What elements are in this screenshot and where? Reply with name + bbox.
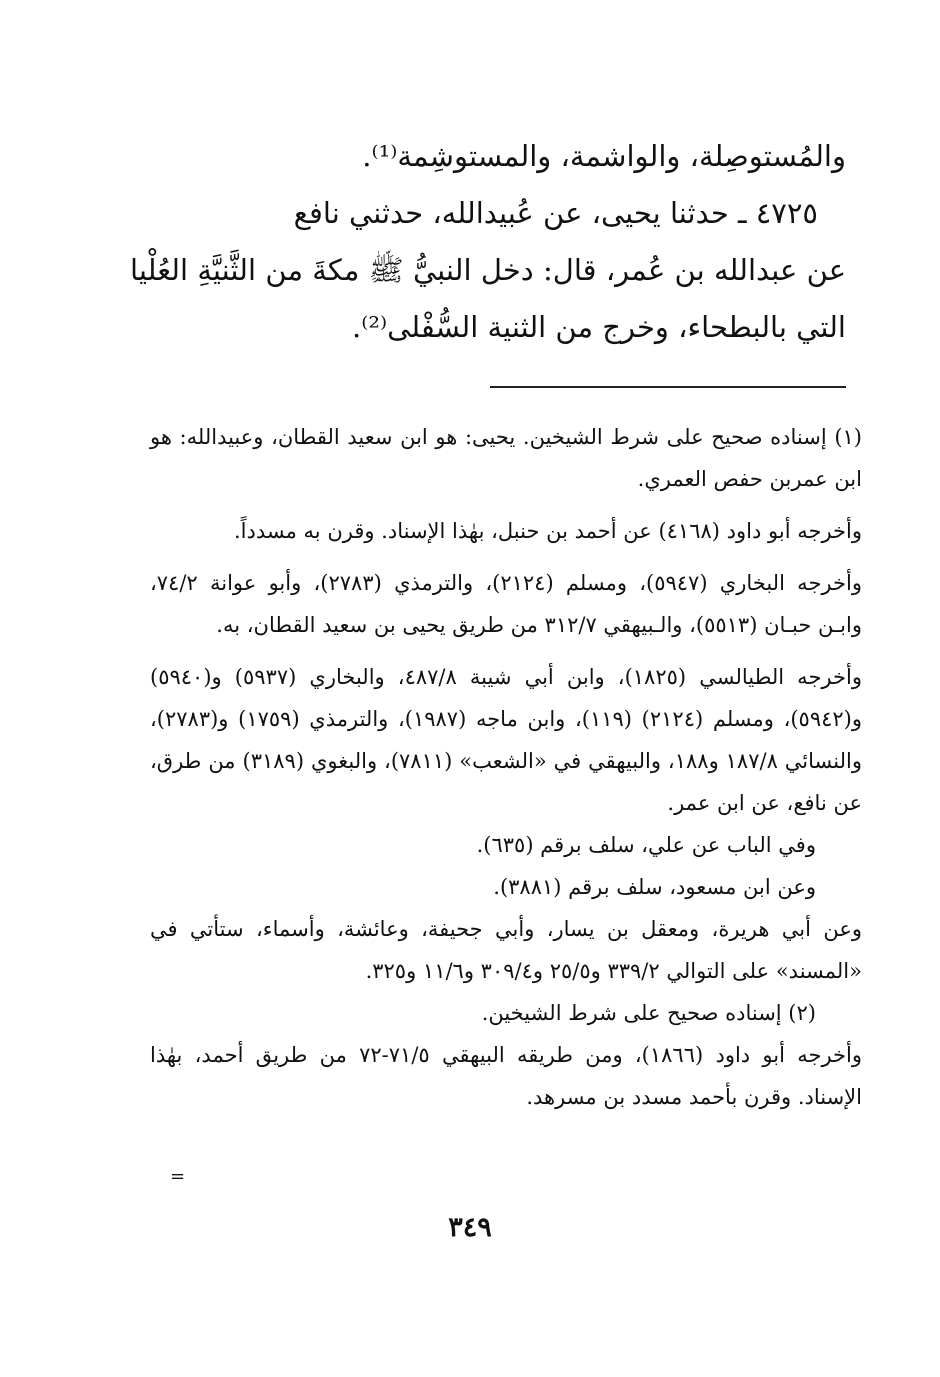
footnote-1: (١) إسناده صحيح على شرط الشيخين. يحيى: هو ابن سعيد القطان، وعبيدالله: هو ابن عمربن حفص العمري. <box>150 425 862 491</box>
footnotes-block <box>150 416 862 1118</box>
hadith-4725-text-line: التي بالبطحاء، وخرج من الثنية السُّفْلى⁽²⁾. <box>351 310 846 344</box>
main-text-block <box>130 128 846 356</box>
main-text-line-1: والمُستوصِلة، والواشمة، والمستوشِمة⁽¹⁾. <box>362 139 846 173</box>
footnote-paragraph: وأخرجه أبو داود (١٨٦٦)، ومن طريقه البيهقي ٧١/٥-٧٢ من طريق أحمد، بهٰذا الإسناد. وقرن بأحمد مسدد بن مسرهد. <box>150 1043 862 1109</box>
footnote-paragraph: وأخرجه الطيالسي (١٨٢٥)، وابن أبي شيبة ٤٨٧/٨، والبخاري (٥٩٣٧) و(٥٩٤٠) و(٥٩٤٢)، ومسلم (٢١٢٤) (١١٩)، وابن ماجه (١٩٨٧)، والترمذي (١٧٥٩) و(٢٧٨٣)، والنسائي ١٨٧/٨ و١٨٨، والبيهقي في «الشعب» (٧٨١١)، والبغوي (٣١٨٩) من طرق، عن نافع، عن ابن عمر. <box>150 665 863 815</box>
footnote-paragraph: وأخرجه البخاري (٥٩٤٧)، ومسلم (٢١٢٤)، والترمذي (٢٧٨٣)، وأبو عوانة ٧٤/٢، وابـن حبـان (٥٥١٣)، والـبيهقي ٣١٢/٧ من طريق يحيى بن سعيد القطان، به. <box>150 571 862 637</box>
footnote-paragraph: وأخرجه أبو داود (٤١٦٨) عن أحمد بن حنبل، بهٰذا الإسناد. وقرن به مسدداً. <box>234 519 862 543</box>
page-number: ٣٤٩ <box>448 1212 492 1243</box>
hadith-4725-text-line: عن عبدالله بن عُمر، قال: دخل النبيُّ ﷺ مكةَ من الثَّنيَّةِ العُلْيا <box>130 253 846 287</box>
footnote-paragraph: وعن أبي هريرة، ومعقل بن يسار، وأبي جحيفة، وعائشة، وأسماء، ستأتي في «المسند» على التوالي ٣٣٩/٢ و٢٥/٥ و٣٠٩/٤ و١١/٦ و٣٢٥. <box>150 917 862 983</box>
footnote-2: (٢) إسناده صحيح على شرط الشيخين. <box>481 1001 816 1025</box>
footnote-paragraph: وعن ابن مسعود، سلف برقم (٣٨٨١). <box>493 875 816 899</box>
hadith-4725-heading: ٤٧٢٥ ـ حدثنا يحيى، عن عُبيدالله، حدثني نافع <box>293 196 818 230</box>
footnote-separator-rule <box>490 386 846 388</box>
continuation-mark: = <box>170 1166 186 1187</box>
footnote-paragraph: وفي الباب عن علي، سلف برقم (٦٣٥). <box>476 833 816 857</box>
